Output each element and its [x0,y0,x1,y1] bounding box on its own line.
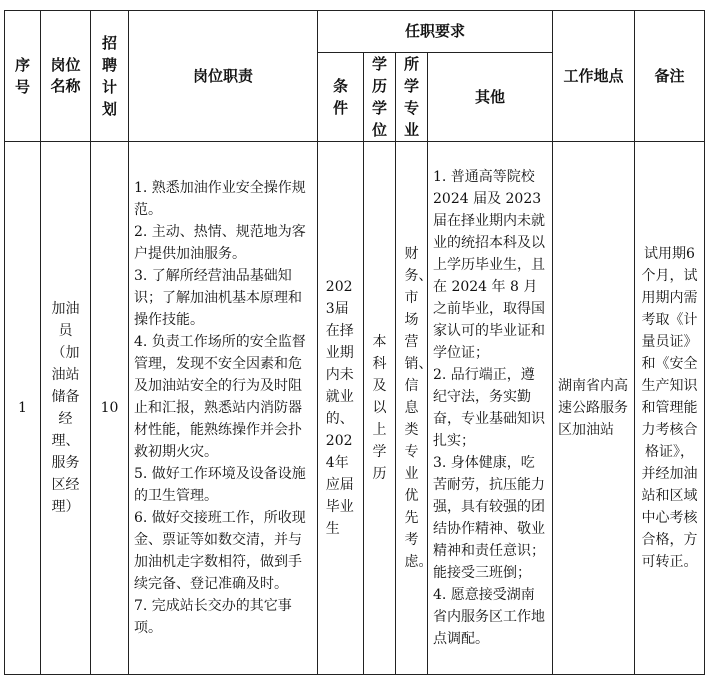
duty-item: 1. 熟悉加油作业安全操作规范。 [134,180,306,218]
header-position: 岗位名称 [41,11,91,142]
header-conditions: 条件 [318,53,364,142]
header-education: 学历学位 [364,53,396,142]
cell-conditions: 2023届在择业期内未就业的、2024年应届毕业生 [318,142,364,675]
duty-item: 3. 了解所经营油品基础知识；了解加油机基本原理和操作技能。 [134,268,302,328]
other-item: 2. 品行端正，遵纪守法，务实勤奋，专业基础知识扎实； [433,367,545,449]
other-item: 1. 普通高等院校 2024 届及 2023 届在择业期内未就业的统招本科及以上学历毕业生，且在 2024 年 8 月之前毕业，取得国家认可的毕业证和学位证； [433,169,545,361]
header-major: 所学专业 [396,53,428,142]
other-item: 4. 愿意接受湖南省内服务区工作地点调配。 [433,587,545,647]
cell-seq: 1 [5,142,41,675]
cell-major: 财务、市场营销、信息类专业优先考虑。 [396,142,428,675]
cell-notes: 试用期6个月，试用期内需考取《计量员证》和《安全生产知识和管理能力考核合格证》，并经加油站和区域中心考核合格，方可转正。 [635,142,705,675]
cell-duties [129,142,318,675]
header-other: 其他 [428,53,553,142]
cell-education: 本科及以上学历 [364,142,396,675]
header-seq: 序号 [5,11,41,142]
duty-item: 5. 做好工作环境及设备设施的卫生管理。 [134,466,306,504]
cell-position: 加油员（加油站储备经理、服务区经理） [41,142,91,675]
header-notes: 备注 [635,11,705,142]
recruitment-table [4,10,705,675]
other-item: 3. 身体健康，吃苦耐劳，抗压能力强，具有较强的团结协作精神、敬业精神和责任意识；能接受三班倒； [433,455,545,581]
cell-location: 湖南省内高速公路服务区加油站 [553,142,635,675]
table-row [5,142,705,675]
duty-item: 7. 完成站长交办的其它事项。 [134,598,292,636]
header-requirements: 任职要求 [318,11,553,53]
duty-item: 6. 做好交接班工作，所收现金、票证等如数交清，并与加油机走字数相符，做到手续完备、登记准确及时。 [134,510,306,592]
duty-item: 4. 负责工作场所的安全监督管理，发现不安全因素和危及加油站安全的行为及时阻止和汇报，熟悉站内消防器材性能，能熟练操作并会扑救初期火灾。 [134,334,306,460]
header-duties: 岗位职责 [129,11,318,142]
cell-other [428,142,553,675]
header-plan: 招聘计划 [91,11,129,142]
duty-item: 2. 主动、热情、规范地为客户提供加油服务。 [134,224,306,262]
cell-plan: 10 [91,142,129,675]
header-location: 工作地点 [553,11,635,142]
